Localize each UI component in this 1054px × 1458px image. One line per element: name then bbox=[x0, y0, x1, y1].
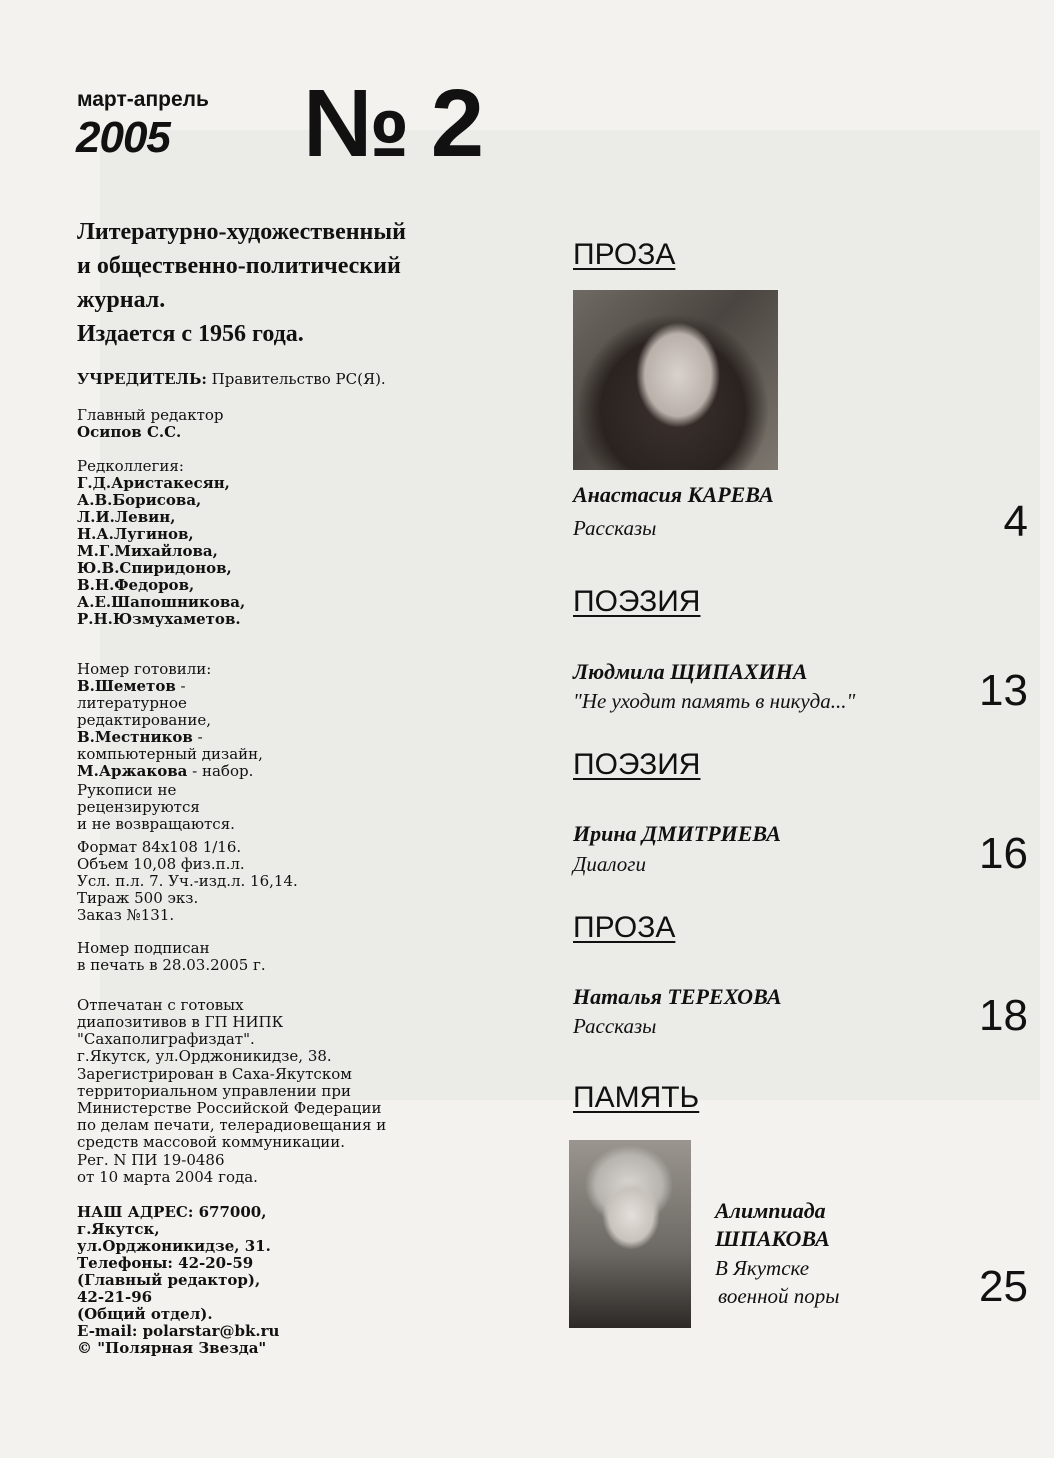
board-member: В.Н.Федоров, bbox=[77, 576, 195, 594]
toc-author: Анастасия КАРЕВА bbox=[573, 482, 774, 507]
description-line: Издается с 1956 года. bbox=[77, 321, 304, 347]
toc-page-number: 4 bbox=[1003, 497, 1028, 546]
board-member: Ю.В.Спиридонов, bbox=[77, 559, 232, 577]
toc-work: Диалоги bbox=[573, 852, 646, 876]
editor-label: Главный редактор bbox=[77, 406, 224, 424]
toc-work: Рассказы bbox=[573, 1014, 657, 1038]
toc-work: Рассказы bbox=[573, 516, 657, 540]
toc-author: Ирина ДМИТРИЕВА bbox=[573, 821, 781, 846]
description-line: Литературно-художественный bbox=[77, 219, 406, 245]
board-label: Редколлегия: bbox=[77, 457, 184, 475]
toc-work: В Якутске bbox=[715, 1256, 810, 1280]
copyright: © "Полярная Звезда" bbox=[77, 1339, 267, 1357]
toc-section-title: ПРОЗА bbox=[573, 911, 676, 944]
toc-page-number: 13 bbox=[979, 666, 1028, 715]
toc-section-title: ПОЭЗИЯ bbox=[573, 585, 701, 618]
prepared-by: Номер готовили: В.Шеметов - литературное редактирование, В.Местников - компьютерный дизайн, М.Аржакова - набор. bbox=[77, 661, 477, 780]
issue-year: 2005 bbox=[76, 113, 170, 162]
prepared-label: Номер готовили: bbox=[77, 660, 212, 678]
email: E-mail: polarstar@bk.ru bbox=[77, 1322, 280, 1340]
signed-info: Номер подписан в печать в 28.03.2005 г. bbox=[77, 939, 266, 974]
printed-info: Отпечатан с готовых диапозитивов в ГП НИПК "Сахаполиграфиздат". г.Якутск, ул.Орджоникидзе, 38. bbox=[77, 996, 332, 1065]
journal-description bbox=[77, 215, 497, 351]
issue-number: № 2 bbox=[303, 70, 482, 177]
founder-label: УЧРЕДИТЕЛЬ: bbox=[77, 370, 207, 388]
board-member: А.В.Борисова, bbox=[77, 491, 202, 509]
toc-author: Алимпиада bbox=[715, 1198, 826, 1223]
toc-section-title: ПАМЯТЬ bbox=[573, 1081, 700, 1114]
toc-section-title: ПРОЗА bbox=[573, 238, 676, 271]
toc-page-number: 16 bbox=[979, 829, 1028, 878]
toc-page-number: 18 bbox=[979, 991, 1028, 1040]
manuscripts-note: Рукописи не рецензируются и не возвращаются. bbox=[77, 781, 235, 833]
founder bbox=[77, 371, 477, 388]
toc-section-title: ПОЭЗИЯ bbox=[573, 748, 701, 781]
toc-author: ШПАКОВА bbox=[715, 1226, 830, 1251]
toc-author: Наталья ТЕРЕХОВА bbox=[573, 984, 782, 1009]
address-block: НАШ АДРЕС: 677000, г.Якутск, ул.Орджоникидзе, 31. Телефоны: 42-20-59 (Главный редактор), 42-21-96 (Общий отдел). E-mail: polarstar@bk.ru © "Полярная Звезда" bbox=[77, 1204, 477, 1357]
toc-work: "Не уходит память в никуда..." bbox=[573, 689, 856, 713]
board-member: Н.А.Лугинов, bbox=[77, 525, 194, 543]
board-member: Р.Н.Юзмухаметов. bbox=[77, 610, 241, 628]
format-info: Формат 84x108 1/16. Объем 10,08 физ.п.л. Усл. п.л. 7. Уч.-изд.л. 16,14. Тираж 500 экз. Заказ №131. bbox=[77, 838, 298, 924]
author-photo bbox=[573, 290, 778, 470]
editorial-board bbox=[77, 458, 477, 628]
registration-info: Зарегистрирован в Саха-Якутском территориальном управлении при Министерстве Российской Федерации по делам печати, телерадиовещания и средств массовой коммуникации. bbox=[77, 1065, 387, 1151]
issue-month: март-апрель bbox=[77, 88, 209, 111]
author-photo bbox=[569, 1140, 691, 1328]
toc-work: военной поры bbox=[718, 1284, 840, 1308]
board-member: Г.Д.Аристакесян, bbox=[77, 474, 230, 492]
chief-editor bbox=[77, 407, 477, 441]
editor-name: Осипов С.С. bbox=[77, 423, 182, 441]
description-line: и общественно-политический bbox=[77, 253, 401, 279]
founder-value: Правительство РС(Я). bbox=[211, 370, 386, 388]
toc-author: Людмила ЩИПАХИНА bbox=[573, 659, 808, 684]
board-member: А.Е.Шапошникова, bbox=[77, 593, 246, 611]
board-member: М.Г.Михайлова, bbox=[77, 542, 218, 560]
description-line: журнал. bbox=[77, 287, 166, 313]
board-member: Л.И.Левин, bbox=[77, 508, 176, 526]
registration-number: Рег. N ПИ 19-0486 от 10 марта 2004 года. bbox=[77, 1151, 258, 1186]
toc-page-number: 25 bbox=[979, 1262, 1028, 1311]
